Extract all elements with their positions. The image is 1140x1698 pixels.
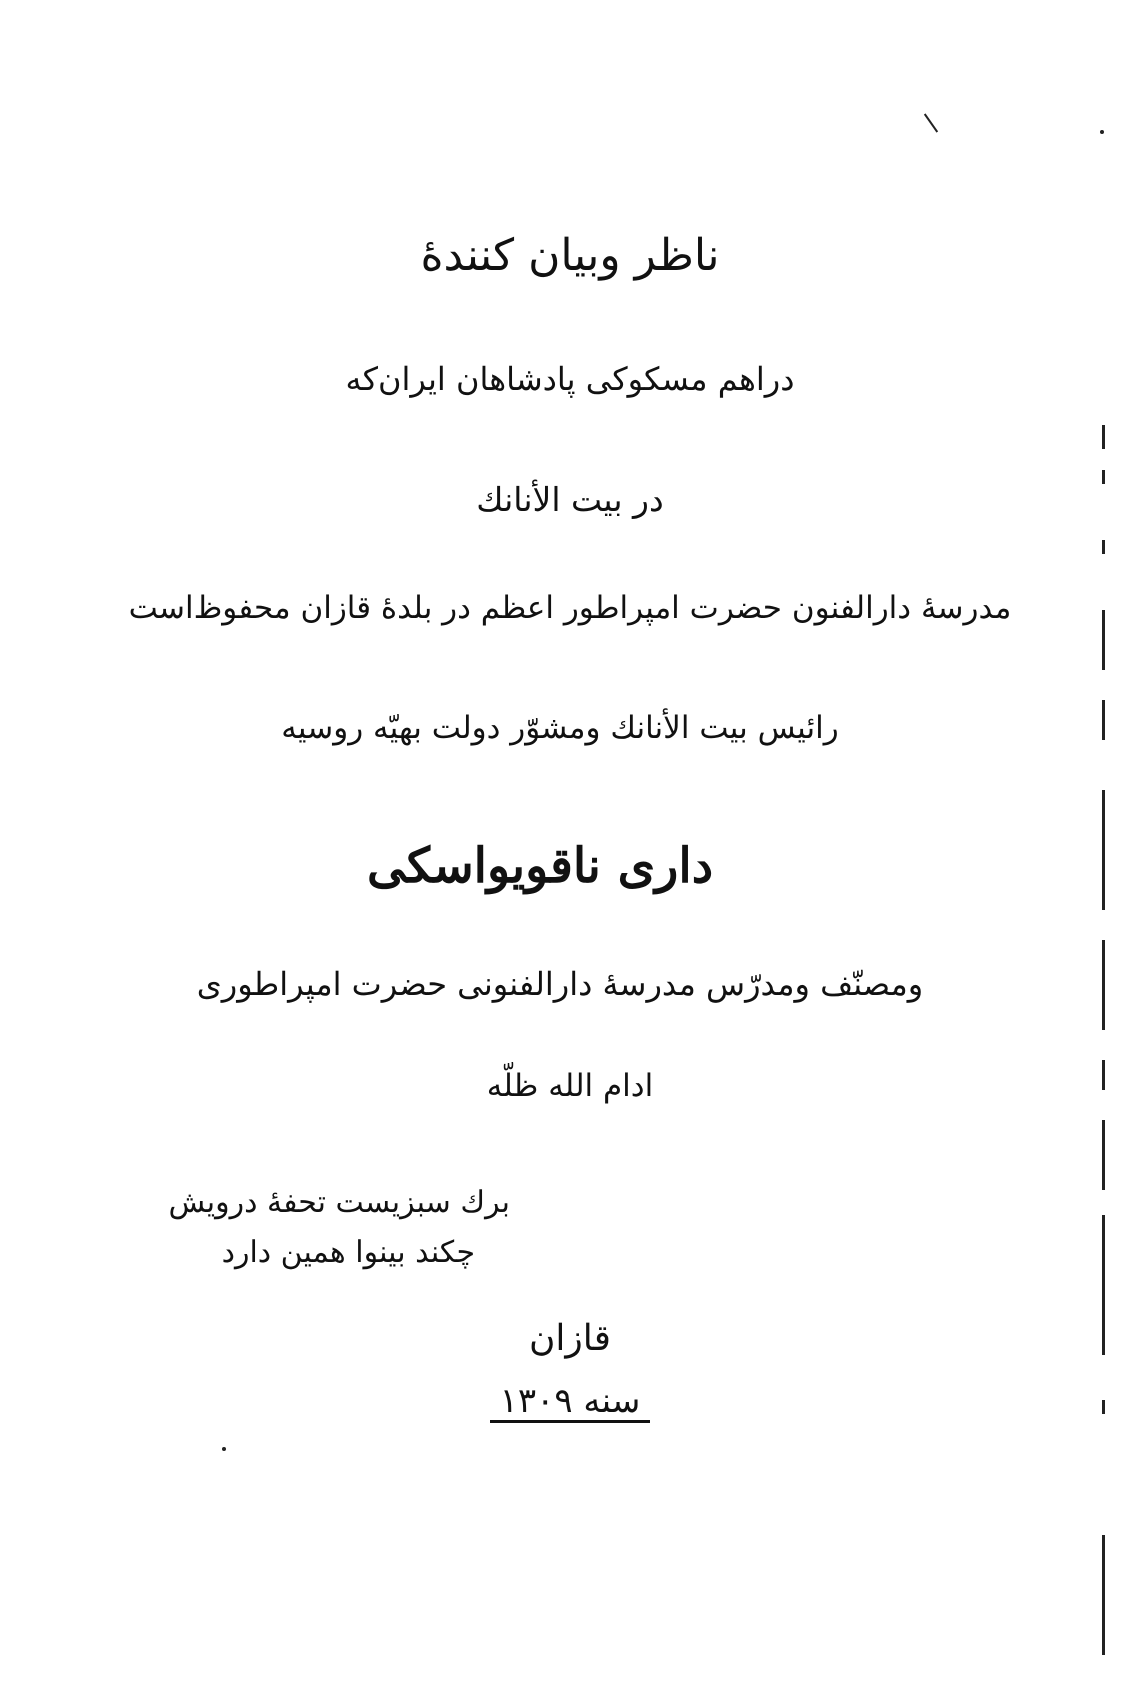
margin-line	[1102, 1215, 1105, 1355]
title-line-1: ناظر وبیان کنندهٔ	[420, 230, 720, 281]
title-line-2: دراهم مسکوکی پادشاهان ایران‌که	[345, 360, 795, 398]
margin-line	[1102, 470, 1105, 484]
title-line-5: رائیس بیت الأنانك ومشوّر دولت بهیّه روسیه	[281, 710, 839, 746]
margin-line	[1102, 700, 1105, 740]
margin-line	[1102, 540, 1105, 554]
scan-speck	[1100, 130, 1104, 134]
margin-line	[1102, 1400, 1105, 1414]
poem-line-2: چکند بینوا همین دارد	[221, 1235, 475, 1270]
margin-line	[1102, 1535, 1105, 1655]
margin-line	[1102, 940, 1105, 1030]
margin-line	[1102, 1060, 1105, 1090]
scan-speck	[222, 1447, 226, 1451]
author-name: داری ناقویواسکی	[366, 838, 714, 894]
title-line-4: مدرسهٔ دارالفنون حضرت امپراطور اعظم در بلدهٔ قازان محفوظ‌است	[128, 590, 1012, 626]
author-blessing: ادام الله ظلّه	[486, 1068, 654, 1104]
imprint-year: سنه ۱۳۰۹	[490, 1382, 650, 1423]
title-line-3: در بیت الأنانك	[476, 480, 664, 519]
margin-line	[1102, 610, 1105, 670]
scan-mark	[924, 113, 938, 132]
margin-line	[1102, 790, 1105, 910]
imprint-place: قازان	[528, 1318, 611, 1359]
author-description: ومصنّف ومدرّس مدرسهٔ دارالفنونی حضرت امپراطوری	[196, 965, 924, 1003]
poem-verse	[150, 1178, 510, 1278]
margin-line	[1102, 1120, 1105, 1190]
poem-line-1: برك سبزیست تحفهٔ درویش	[168, 1185, 510, 1220]
margin-line	[1102, 425, 1105, 449]
